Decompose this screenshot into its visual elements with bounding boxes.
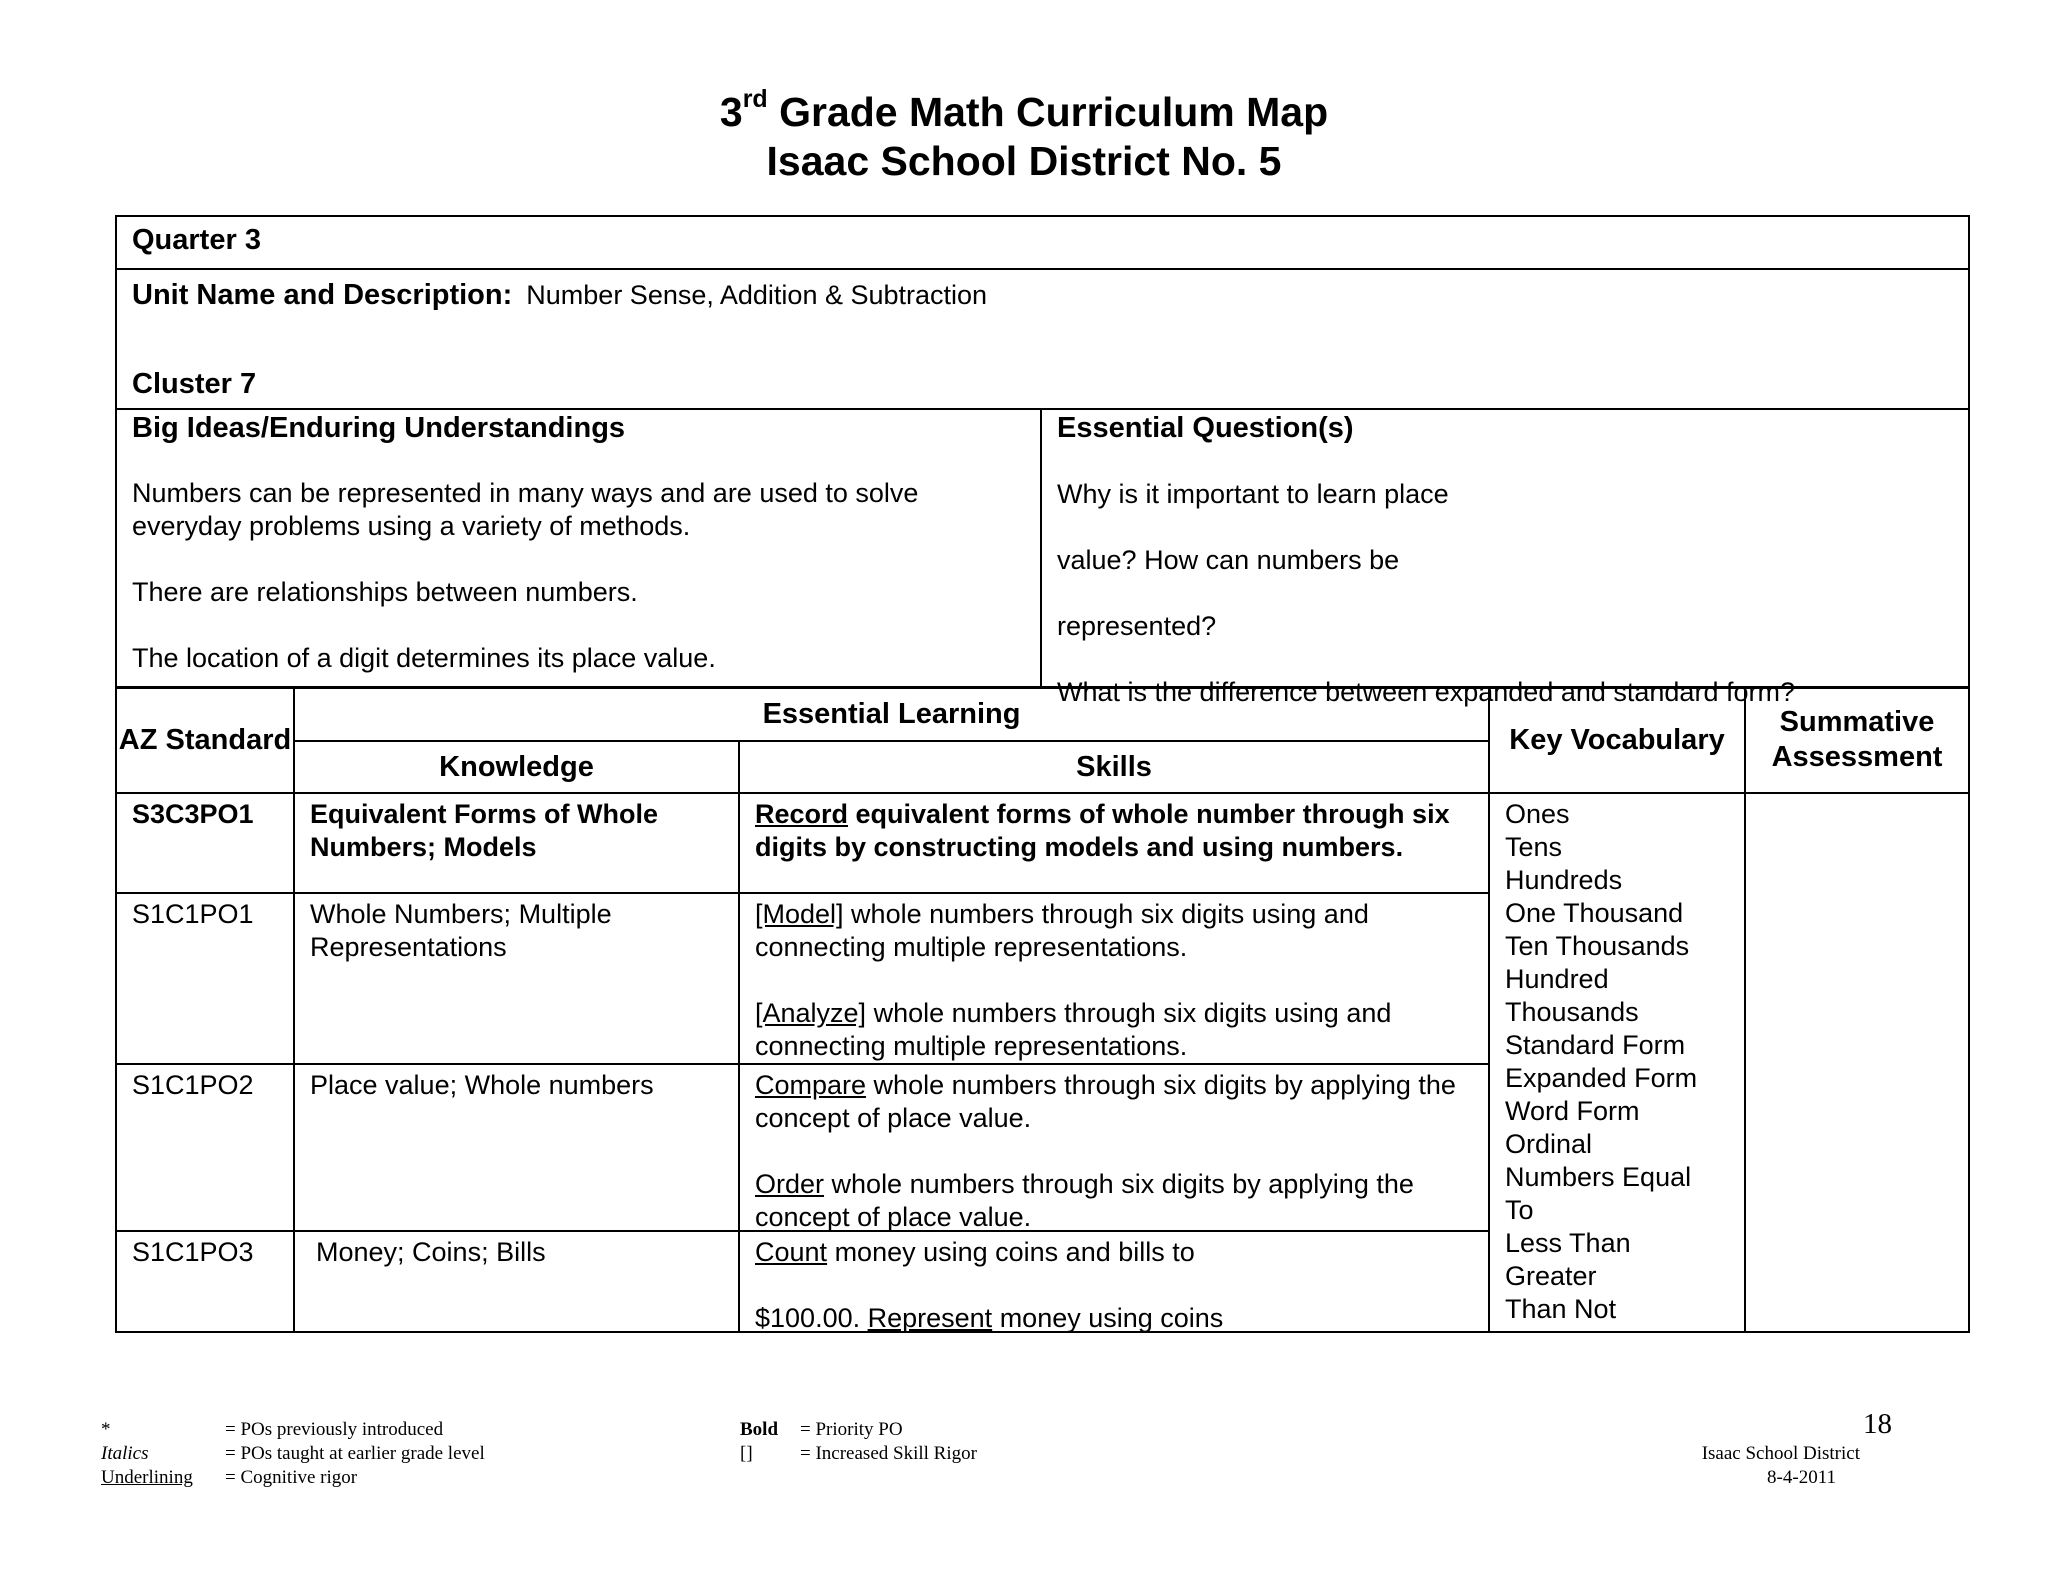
legend-desc: = POs taught at earlier grade level (225, 1443, 485, 1464)
vocab-item: Expanded Form (1505, 1063, 1698, 1093)
skill-item (755, 997, 1473, 1063)
essential-question-line: Why is it important to learn place (1057, 479, 1449, 509)
vocab-item: Hundred (1505, 964, 1609, 994)
legend-symbol: Underlining (101, 1467, 193, 1488)
skills-cell (739, 793, 1489, 893)
legend-row (740, 1418, 1100, 1442)
vocab-item: To (1505, 1195, 1534, 1225)
footer-date: 8-4-2011 (1767, 1467, 1836, 1488)
big-ideas-cell (116, 409, 1041, 688)
legend-row (740, 1442, 1100, 1466)
skill-item (755, 1168, 1473, 1234)
header-skills: Skills (739, 741, 1489, 793)
key-vocabulary-cell (1489, 793, 1745, 1332)
header-az-standard: AZ Standard (116, 687, 294, 793)
header-knowledge: Knowledge (294, 741, 739, 793)
skill-text: equivalent forms of whole number through six digits by constructing models and using numbers. (755, 799, 1450, 862)
skill-text: whole numbers through six digits using and connecting multiple representations. (755, 899, 1369, 962)
vocab-item: Ten Thousands (1505, 931, 1690, 961)
skill-text-prefix: $100.00. (755, 1303, 868, 1333)
skill-verb: [Model] (755, 899, 844, 929)
skills-cell (739, 893, 1489, 1064)
skill-text: money using coins (992, 1303, 1224, 1333)
skill-text: whole numbers through six digits by applying the concept of place value. (755, 1070, 1456, 1133)
skill-verb: [Analyze] (755, 998, 867, 1028)
skills-cell (739, 1231, 1489, 1332)
cluster-label: Cluster 7 (132, 368, 257, 400)
unit-cell (116, 269, 1969, 409)
legend-row (101, 1466, 521, 1490)
standard-code: S1C1PO2 (116, 1064, 294, 1231)
unit-name-value: Number Sense, Addition & Subtraction (526, 280, 988, 310)
essential-question-line: What is the difference between expanded and standard form? (1057, 677, 1795, 707)
legend-symbol: * (101, 1419, 111, 1440)
legend-left (101, 1418, 521, 1490)
legend-desc: = Priority PO (800, 1419, 903, 1440)
vocab-item: Than Not (1505, 1294, 1617, 1324)
legend-desc: = Cognitive rigor (225, 1467, 358, 1488)
skill-text: whole numbers through six digits by applying the concept of place value. (755, 1169, 1414, 1232)
legend-row (101, 1418, 521, 1442)
skill-verb: Represent (867, 1303, 993, 1333)
legend-desc: = Increased Skill Rigor (800, 1443, 977, 1464)
skill-verb: Count (755, 1237, 828, 1267)
skill-item (755, 798, 1473, 864)
standard-code: S1C1PO1 (116, 893, 294, 1064)
vocab-item: Thousands (1505, 997, 1639, 1027)
essential-learning-table (115, 686, 1970, 1333)
big-idea-paragraph: There are relationships between numbers. (132, 577, 638, 607)
vocab-item: Less Than (1505, 1228, 1631, 1258)
skill-verb: Order (755, 1169, 825, 1199)
essential-questions-heading: Essential Question(s) (1057, 412, 1354, 444)
skill-verb: Compare (755, 1070, 867, 1100)
skill-text: money using coins and bills to (827, 1237, 1195, 1267)
skill-item (755, 1236, 1473, 1269)
legend-row (101, 1442, 521, 1466)
knowledge-text: Money; Coins; Bills (294, 1231, 739, 1332)
title-grade-suffix: rd (742, 85, 768, 113)
big-ideas-heading: Big Ideas/Enduring Understandings (132, 412, 626, 444)
unit-name-label: Unit Name and Description: (132, 279, 513, 311)
standard-code: S3C3PO1 (116, 793, 294, 893)
title-district: Isaac School District No. 5 (766, 138, 1282, 184)
skill-item (755, 1069, 1473, 1135)
legend-middle (740, 1418, 1100, 1466)
header-summative-assessment: Summative Assessment (1745, 687, 1969, 793)
vocab-item: Word Form (1505, 1096, 1640, 1126)
skills-cell (739, 1064, 1489, 1231)
skill-verb: Record (755, 799, 849, 829)
knowledge-text: Place value; Whole numbers (294, 1064, 739, 1231)
skill-item (755, 1302, 1473, 1335)
page-number: 18 (1863, 1408, 1892, 1440)
essential-question-line: represented? (1057, 611, 1217, 641)
unit-overview-table (115, 215, 1970, 707)
legend-desc: = POs previously introduced (225, 1419, 444, 1440)
legend-symbol: Italics (101, 1443, 149, 1464)
legend-symbol: [] (740, 1443, 753, 1464)
vocab-item: Tens (1505, 832, 1563, 862)
table-row (116, 793, 1969, 893)
vocab-item: Ones (1505, 799, 1570, 829)
vocab-item: Standard Form (1505, 1030, 1686, 1060)
vocab-item: One Thousand (1505, 898, 1684, 928)
standard-code: S1C1PO3 (116, 1231, 294, 1332)
footer-district: Isaac School District (1701, 1443, 1860, 1464)
title-text: Grade Math Curriculum Map (779, 89, 1329, 135)
skill-text: whole numbers through six digits using and connecting multiple representations. (755, 998, 1392, 1061)
quarter-label: Quarter 3 (132, 224, 261, 256)
big-idea-paragraph: The location of a digit determines its place value. (132, 643, 716, 673)
knowledge-text: Whole Numbers; Multiple Representations (294, 893, 739, 1064)
title-grade-number: 3 (719, 89, 743, 135)
skill-item (755, 898, 1473, 964)
essential-question-line: value? How can numbers be (1057, 545, 1400, 575)
essential-questions-cell (1041, 409, 1969, 707)
header-key-vocabulary: Key Vocabulary (1489, 687, 1745, 793)
summative-assessment-cell (1745, 793, 1969, 1332)
vocab-item: Hundreds (1505, 865, 1623, 895)
vocab-item: Greater (1505, 1261, 1597, 1291)
title-line-1 (0, 85, 2048, 137)
quarter-cell (116, 216, 1969, 269)
vocab-item: Ordinal (1505, 1129, 1593, 1159)
legend-symbol: Bold (740, 1419, 779, 1440)
page-title (0, 85, 2048, 186)
big-idea-paragraph: Numbers can be represented in many ways and are used to solve everyday problems using a variety of methods. (132, 478, 919, 541)
vocab-item: Numbers Equal (1505, 1162, 1692, 1192)
header-essential-learning: Essential Learning (294, 687, 1489, 741)
knowledge-text: Equivalent Forms of Whole Numbers; Models (294, 793, 739, 893)
